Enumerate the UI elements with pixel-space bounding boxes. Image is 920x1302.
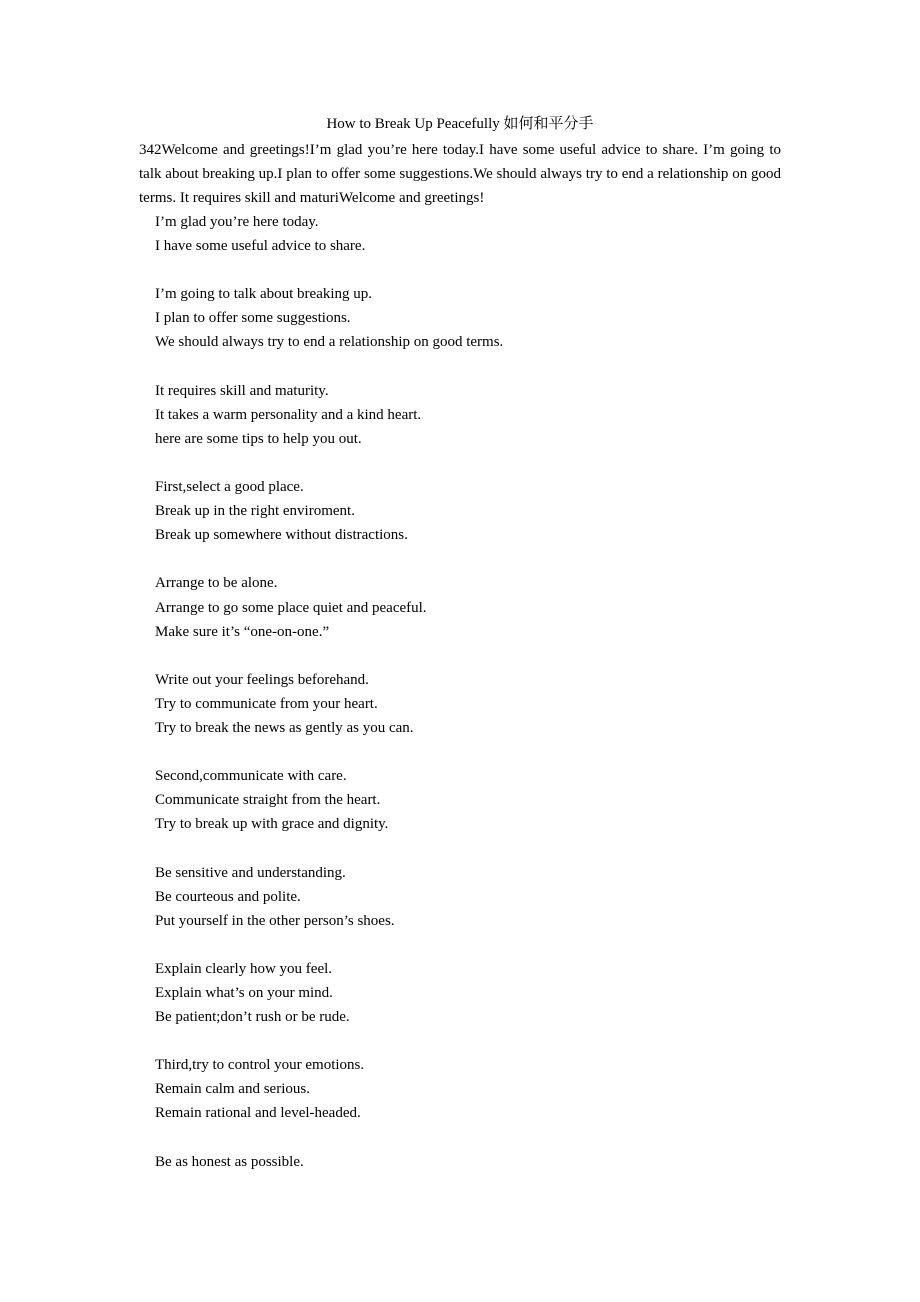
blank-line [155,644,775,668]
text-line: Explain what’s on your mind. [155,985,333,1001]
text-line: Remain calm and serious. [155,1081,310,1098]
text-line: here are some tips to help you out. [155,430,362,447]
text-line: I’m glad you’re here today. [155,214,319,230]
text-line: Be sensitive and understanding. [155,864,346,881]
text-line: Break up in the right enviroment. [155,503,355,520]
blank-line [155,451,775,475]
text-line: I’m going to talk about breaking up. [155,286,373,303]
text-line: Try to communicate from your heart. [155,695,378,712]
blank-line [155,740,775,764]
blank-line [155,1126,775,1150]
text-line: Communicate straight from the heart. [155,792,381,809]
text-line: Put yourself in the other person’s shoes. [155,912,395,929]
blank-line [155,836,775,860]
text-line: Third,try to control your emotions. [155,1057,365,1074]
text-line: Try to break up with grace and dignity. [155,816,389,833]
intro-paragraph: 342Welcome and greetings!I’m glad you’re here today.I have some useful advice to share. I’m going to talk about breaking up.I plan to offer some suggestions.We should always try to end a relationship on good terms. It requires skill and maturiWelcome and greetings! [139,142,781,206]
body-text [155,210,775,1174]
text-line: We should always try to end a relationship on good terms. [155,334,504,351]
blank-line [155,355,775,379]
text-line: Write out your feelings beforehand. [155,671,369,688]
text-line: Remain rational and level-headed. [155,1105,361,1122]
text-line: I have some useful advice to share. [155,238,366,255]
text-line: Be patient;don’t rush or be rude. [155,1009,350,1026]
text-line: It takes a warm personality and a kind heart. [155,406,422,423]
text-line: I plan to offer some suggestions. [155,310,351,327]
text-line: Arrange to be alone. [155,575,278,592]
text-line: Make sure it’s “one-on-one.” [155,623,330,640]
text-line: Arrange to go some place quiet and peaceful. [155,599,427,616]
text-line: Be as honest as possible. [155,1153,304,1170]
blank-line [155,933,775,957]
document-title: How to Break Up Peacefully 如何和平分手 [326,116,594,132]
text-line: Be courteous and polite. [155,888,301,905]
text-line: First,select a good place. [155,479,304,496]
blank-line [155,547,775,571]
text-line: Break up somewhere without distractions. [155,527,408,544]
text-line: Explain clearly how you feel. [155,960,333,977]
text-line: It requires skill and maturity. [155,382,329,399]
text-line: Second,communicate with care. [155,768,347,785]
blank-line [155,1029,775,1053]
text-line: Try to break the news as gently as you can. [155,719,414,736]
blank-line [155,258,775,282]
